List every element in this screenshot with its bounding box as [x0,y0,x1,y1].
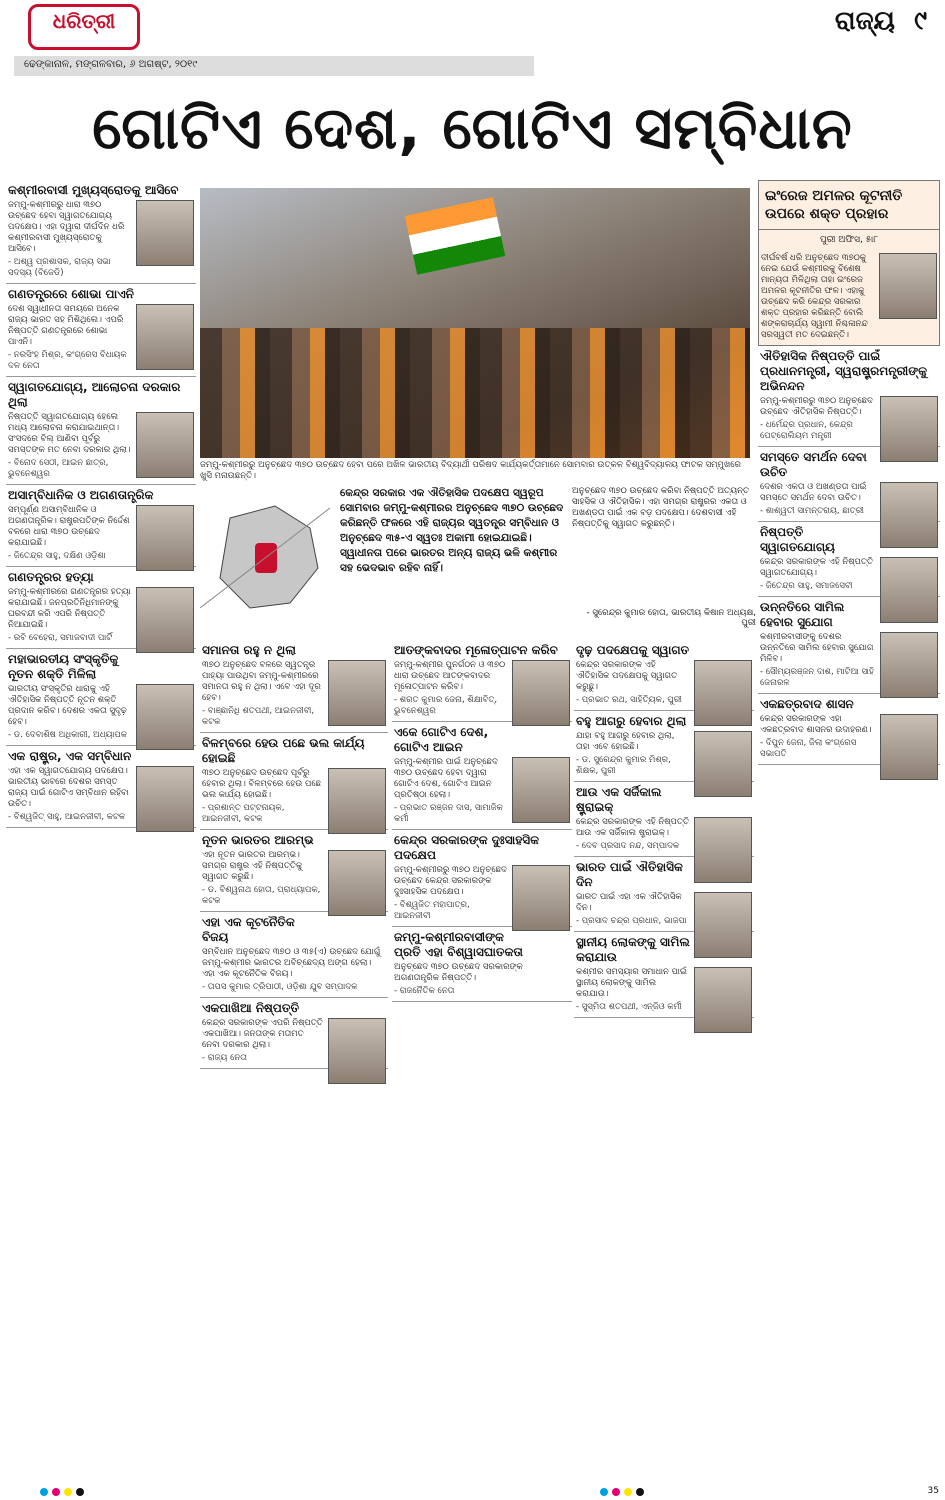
story-body: ନିଷ୍ପତ୍ତି ସ୍ୱାଗତଯୋଗ୍ୟ ହେଲେ ମଧ୍ୟ ଆଲୋଚନା କରାଯାଇଥାନ୍ତା। ସଂସଦରେ ବିଲ୍ ଆଣିବା ପୂର୍ବରୁ ସମସ୍ତଙ୍କ ମତ ନେବା ଦରକାର ଥିଲା। [8,412,131,455]
story-body: ଏହା ନୂତନ ଭାରତର ଆରମ୍ଭ। ସମଗ୍ର ରାଷ୍ଟ୍ର ଏହି ନିଷ୍ପତ୍ତିକୁ ସ୍ୱାଗତ କରୁଛି। [202,850,303,882]
story-body: ୩୭୦ ଅନୁଚ୍ଛେଦ ବଳରେ ସ୍ୱତନ୍ତ୍ର ପାହ୍ୟା ପାଉଥିବା ଜମ୍ମୁ-କଶ୍ମୀରରେ ସମାନତା ରହୁ ନ ଥିଲା। ଏବେ ଏହା ଦୂର ହେବ। [202,660,321,703]
story-title: ଏହା ଏକ କୂଟନୈତିକ ବିଜୟ [202,915,295,944]
main-headline: ଗୋଟିଏ ଦେଶ, ଗୋଟିଏ ସମ୍ବିଧାନ [92,94,853,162]
portrait-photo [136,304,194,370]
story-byline: - ଶାଶ୍ୱତୀ ସାମନ୍ତରାୟ, ଛାତ୍ରୀ [760,506,865,516]
masthead [0,0,945,84]
story [574,782,754,857]
story [6,746,196,828]
story-title: ଏକେ ଗୋଟିଏ ଦେଶ, ଗୋଟିଏ ଆଇନ [394,725,489,754]
story-body: କେନ୍ଦ୍ର ସରକାରଙ୍କ ଏହି ନିଷ୍ପତ୍ତି ଆଉ ଏକ ସର୍ଜିକାଲ ଷ୍ଟ୍ରାଇକ୍। [576,817,690,838]
story-body: କେନ୍ଦ୍ର ସରକାରଙ୍କ ଏପରି ନିଷ୍ପତ୍ତି ଏକପାଖିଆ। ଜନତାଙ୍କ ମତାମତ ନେବା ଦରକାର ଥିଲା। [202,1018,323,1050]
middle-column-1 [200,640,388,1480]
story-byline: - ନରସିଂହ ମିଶ୍ର, କଂଗ୍ରେସ ବିଧାୟକ ଦଳ ନେତା [8,350,127,371]
middle-column-2 [392,640,572,1480]
newspaper-logo: ଧରିତ୍ରୀ [28,4,140,50]
story [392,640,572,722]
portrait-photo [328,1018,386,1084]
lead-side-byline: - ସୁରେନ୍ଦ୍ର କୁମାର ହୋତା, ଭାରତୀୟ କିଷାନ ଅଧ୍ୟକ୍ଷ, ପୁରୀ [586,608,756,628]
portrait-photo [136,505,194,571]
story-title: ଗଣତନ୍ତ୍ରରେ ଶୋଭା ପାଏନି [8,287,134,301]
story-title: ଏକପାଖିଆ ନିଷ୍ପତ୍ତି [202,1001,299,1015]
story-body: ୩୭୦ ଅନୁଚ୍ଛେଦ ଉଚ୍ଛେଦ ପୂର୍ବରୁ ହେବାର ଥିଲା। ବିଳମ୍ବରେ ହେଉ ପଛେ ଭଲ କାର୍ଯ୍ୟ ହୋଇଛି। [202,768,322,800]
story-byline: - ବାଞ୍ଛାନିଧି ଶତପଥୀ, ଆଇନଜୀବୀ, କଟକ [202,706,315,727]
portrait-photo [136,766,194,832]
story-byline: - ଜିତେନ୍ଦ୍ର ସାହୁ, ଦକ୍ଷିଣ ଓଡ଼ିଶା [8,551,106,561]
page-footer [0,1484,945,1500]
story-title: ଜମ୍ମୁ-କଶ୍ମୀରବାସୀଙ୍କ ପ୍ରତି ଏହା ବିଶ୍ୱାସଘାତକତା [394,930,523,959]
story-title: କେନ୍ଦ୍ର ସରକାରଙ୍କ ଦୁଃସାହସିକ ପଦକ୍ଷେପ [394,833,539,862]
story-byline: - ବିଶ୍ୱଜିତ୍ ସାହୁ, ଆଇନଜୀବୀ, କଟକ [8,812,126,822]
story [758,522,940,597]
portrait-photo [328,850,386,916]
story-body: ଭାରତୀୟ ସଂସ୍କୃତିର ଧାରାକୁ ଏହି ଐତିହାସିକ ନିଷ୍ପତ୍ତି ନୂତନ ଶକ୍ତି ପ୍ରଦାନ କରିବ। ଦେଶର ଏକତା ସୁଦୃଢ଼ ହେବ। [8,684,127,727]
story [6,284,196,377]
portrait-photo [328,660,386,726]
story-body: ଜମ୍ମୁ-କଶ୍ମୀରରୁ ୩୭୦ ଅନୁଚ୍ଛେଦ ଉଚ୍ଛେଦ କେନ୍ଦ୍ର ସରକାରଙ୍କ ଦୁଃସାହସିକ ପଦକ୍ଷେପ। [394,865,507,897]
flag-graphic [405,197,506,274]
registration-mark [624,1488,632,1496]
story-byline: - ବିଶ୍ୱଜିତ ମହାପାତ୍ର, ଆଇନଜୀବୀ [394,900,470,921]
story [574,711,754,782]
story-body: କେନ୍ଦ୍ର ସରକାରଙ୍କ ଏହି ଐତିହାସିକ ପଦକ୍ଷେପକୁ ସ୍ୱାଗତ କରୁଛୁ। [576,660,678,692]
story-title: ସ୍ଥାନୀୟ ଲୋକଙ୍କୁ ସାମିଲ କରାଯାଉ [576,935,690,964]
story [574,640,754,711]
story [200,830,388,912]
story-title: ଦୃଢ଼ ପଦକ୍ଷେପକୁ ସ୍ୱାଗତ [576,643,690,657]
story [758,346,940,447]
story-body: କେନ୍ଦ୍ର ସରକାରଙ୍କ ଏହା ଏକଛତ୍ରବାଦ ଶାସନର ଉଦାହରଣ। [760,714,872,735]
registration-mark [600,1488,608,1496]
kashmir-map-icon [200,498,330,618]
story-body: କେନ୍ଦ୍ର ସରକାରଙ୍କ ଏହି ନିଷ୍ପତ୍ତି ସ୍ୱାଗତଯୋଗ୍ୟ। [760,557,874,578]
registration-mark [636,1488,644,1496]
story-byline: - ତାପସ କୁମାର ତ୍ରିପାଠୀ, ଓଡ଼ିଶା ଯୁବ ସମ୍ପାଦକ [202,982,358,992]
story-body: ଜମ୍ମୁ-କଶ୍ମୀରରେ ଗଣତନ୍ତ୍ରର ହତ୍ୟା କରାଯାଇଛି। ଜନପ୍ରତିନିଧିମାନଙ୍କୁ ଘରବନ୍ଦୀ କରି ଏପରି ନିଷ୍ପତ୍ତି ନିଆଯାଇଛି। [8,587,131,630]
story [200,640,388,733]
story [6,567,196,649]
portrait-photo [136,412,194,478]
story-body: ଦେଶ ସ୍ୱାଧୀନତା ସମୟରେ ଅନେକ ରାଜ୍ୟ ଭାରତ ସହ ମିଶିଥିଲେ। ଏପରି ନିଷ୍ପତ୍ତି ଗଣତନ୍ତ୍ରରେ ଶୋଭା ପାଏନି। [8,304,124,347]
story [758,447,940,522]
story-title: ଗଣତନ୍ତ୍ରର ହତ୍ୟା [8,570,94,584]
story-byline: - ରାଜନୈତିକ ନେତା [394,986,455,996]
crowd-graphic [200,328,750,458]
story-byline: - ବିନୋଦ ସେଠୀ, ଆଇନ ଛାତ୍ର, ଭୁବନେଶ୍ୱର [8,458,109,479]
story-body: ସମ୍ପୂର୍ଣ୍ଣ ଅସାମ୍ବିଧାନିକ ଓ ଅଗଣତାନ୍ତ୍ରିକ। ରାଷ୍ଟ୍ରପତିଙ୍କ ନିର୍ଦ୍ଦେଶ ବଳରେ ଧାରା ୩୭୦ ଉଚ୍ଛେଦ କରାଯାଇଛି। [8,505,130,548]
story-title: ବିଳମ୍ବରେ ହେଉ ପଛେ ଭଲ କାର୍ଯ୍ୟ ହୋଇଛି [202,736,365,765]
story-body: କଶ୍ମୀର ସମସ୍ୟାର ସମାଧାନ ପାଇଁ ସ୍ଥାନୀୟ ଲୋକଙ୍କୁ ସାମିଲ କରାଯାଉ। [576,967,687,999]
story-byline: - ଜିତେନ୍ଦ୍ର ସାହୁ, ସମାଜସେବୀ [760,581,853,591]
story-byline: - ରବି ବେହେରା, ସମାଜବାଦୀ ପାର୍ଟି [8,633,113,643]
story-title: ସ୍ୱାଗତଯୋଗ୍ୟ, ଆଲୋଚନା ଦରକାର ଥିଲା [8,380,181,409]
story-title: ଏକ ରାଷ୍ଟ୍ର, ଏକ ସମ୍ବିଧାନ [8,749,132,763]
story-title: ନୂତନ ଭାରତର ଆରମ୍ଭ [202,833,314,847]
story-title: ମହାଭାରତୀୟ ସଂସ୍କୃତିକୁ ନୂତନ ଶକ୍ତି ମିଳିଲା [8,652,119,681]
right-column [758,180,940,1480]
story-body: ଜମ୍ମୁ-କଶ୍ମୀର ପାଇଁ ଅନୁଚ୍ଛେଦ ୩୭୦ ଉଚ୍ଛେଦ ହେବା ଦ୍ୱାରା ଗୋଟିଏ ଦେଶ, ଗୋଟିଏ ଆଇନ ପ୍ରତିଷ୍ଠା ହେଲା। [394,757,498,800]
feature-box [758,180,940,346]
lead-text: କେନ୍ଦ୍ର ସରକାର ଏକ ଐତିହାସିକ ପଦକ୍ଷେପ ସ୍ୱରୂପ ସୋମବାର ଜମ୍ମୁ-କଶ୍ମୀରର ଅନୁଚ୍ଛେଦ ୩୭୦ ଉଚ୍ଛେଦ କରିଛନ୍ତି ଫଳରେ ଏହି ରାଜ୍ୟର ସ୍ୱତନ୍ତ୍ର ସମ୍ବିଧାନ ଓ ଅନୁଚ୍ଛେଦ ୩୫-ଏ ସ୍ୱତଃ ଅକାମୀ ହୋଇଯାଇଛି। ସ୍ୱାଧୀନତା ପରେ ଭାରତର ଅନ୍ୟ ରାଜ୍ୟ ଭଳି କଶ୍ମୀର ସହ ଭେଦଭାବ ରହିବ ନାହିଁ। [340,487,564,574]
story-byline: - ସୁସ୍ମିତା ଶତପଥୀ, ଏନ୍‌ଜିଓ କର୍ମୀ [576,1002,682,1012]
story-body: ଦେଶର ଏକତା ଓ ଅଖଣ୍ଡତା ପାଇଁ ସମସ୍ତେ ସମର୍ଥନ ଦେବା ଉଚିତ। [760,482,867,503]
story-title: ଆତଙ୍କବାଦର ମୂଳୋତ୍ପାଟନ କରିବ [394,643,558,657]
registration-mark [64,1488,72,1496]
story [6,649,196,746]
portrait-photo [512,865,570,931]
story [392,830,572,927]
page-number-top: ୯ [914,6,927,36]
story-body: ଏହା ଏକ ସ୍ୱାଗତଯୋଗ୍ୟ ପଦକ୍ଷେପ। ଭାରତୀୟ ଭାବରେ ଦେଶର ସମସ୍ତ ରାଜ୍ୟ ପାଇଁ ଗୋଟିଏ ସମ୍ବିଧାନ ରହିବା ଉଚିତ। [8,766,129,809]
story-byline: - ପ୍ରଭାତ ରଞ୍ଜନ ଦାସ, ସାମାଜିକ କର୍ମୀ [394,803,503,824]
lead-story [200,486,756,636]
story-body: ସମ୍ବିଧାନ ଅନୁଚ୍ଛେଦ ୩୭୦ ଓ ୩୫(ଏ) ଉଚ୍ଛେଦ ଯୋଗୁଁ ଜମ୍ମୁ-କଶ୍ମୀର ଭାରତର ଅବିଚ୍ଛେଦ୍ୟ ଅଙ୍ଗ ହେଲା। ଏହା ଏକ କୂଟନୈତିକ ବିଜୟ। [202,947,381,979]
story-byline: - ଦିପୁନ ଜେନା, ଜିଲା କଂଗ୍ରେସ ସଭାପତି [760,738,857,759]
portrait-photo [136,587,194,653]
story-title: ଐତିହାସିକ ନିଷ୍ପତ୍ତି ପାଇଁ ପ୍ରଧାନମନ୍ତ୍ରୀ, ସ୍ୱରାଷ୍ଟ୍ରମନ୍ତ୍ରୀଙ୍କୁ ଅଭିନନ୍ଦନ [760,349,928,393]
story-body: ଯାହା ବହୁ ଆଗରୁ ହେବାର ଥିଲା, ତାହା ଏବେ ହୋଇଛି। [576,731,675,752]
story [6,180,196,284]
story [758,694,940,765]
registration-mark [612,1488,620,1496]
portrait-photo [694,967,752,1033]
feature-title: ଇଂରେଜ ଅମଳର କୂଟନୀତି ଉପରେ ଶକ୍ତ ପ୍ରହାର [759,181,939,230]
story-title: ଏକଛତ୍ରବାଦ ଶାସନ [760,697,854,711]
story [392,927,572,1002]
story-byline: - ଡ. ଦେବାଶିଷ ଅଧିକାରୀ, ଅଧ୍ୟାପକ [8,730,128,740]
story [6,485,196,567]
story-byline: - ଧର୍ମେନ୍ଦ୍ର ପ୍ରଧାନ, କେନ୍ଦ୍ର ପେଟ୍ରୋଲିୟମ ମନ୍ତ୍ରୀ [760,420,853,441]
story [392,722,572,830]
middle-column-3 [574,640,754,1480]
story-title: ଭାରତ ପାଇଁ ଐତିହାସିକ ଦିନ [576,860,683,889]
story [200,998,388,1069]
story-byline: - ଅଶ୍ୱ ପ୍ରଶାସକ, ରାଜ୍ୟ ସଭା ସଦସ୍ୟ (ବିଜେଡି) [8,257,111,278]
section-name: ରାଜ୍ୟ [834,6,895,36]
story-body: ଜମ୍ମୁ-କଶ୍ମୀର ପୁନର୍ଗଠନ ଓ ୩୭୦ ଧାରା ଉଚ୍ଛେଦ ଆତଙ୍କବାଦର ମୂଳୋତ୍ପାଟନ କରିବ। [394,660,506,692]
feature-story [759,250,939,345]
portrait-photo [880,714,938,780]
story-body: ଜମ୍ମୁ-କଶ୍ମୀରରୁ ଧାରା ୩୭୦ ଉଚ୍ଛେଦ ହେବା ସ୍ୱାଗତଯୋଗ୍ୟ ପଦକ୍ଷେପ। ଏହା ଦ୍ୱାରା ଦୀର୍ଘଦିନ ଧରି କଶ୍ମୀରବାସୀ ମୁଖ୍ୟସ୍ରୋତକୁ ଆସିବେ। [8,200,125,254]
registration-mark [52,1488,60,1496]
story-byline: - ଦେବ ପ୍ରସାଦ ନନ୍ଦ, ସମ୍ପାଦକ [576,841,680,851]
feature-byline: ପୁରୀ ଅଫିସ, ୫ା୮ [819,235,879,245]
story-title: ସମସ୍ତେ ସମର୍ଥନ ଦେବା ଉଚିତ [760,450,867,479]
story [574,857,754,932]
portrait-photo [512,660,570,726]
story-body: କଶ୍ମୀରବାସୀଙ୍କୁ ଦେଶର ଉନ୍ନତିରେ ସାମିଲ ହେବାର ସୁଯୋଗ ମିଳିବ। [760,632,874,664]
story-title: ନିଷ୍ପତ୍ତି ସ୍ୱାଗତଯୋଗ୍ୟ [760,525,835,554]
story-title: ଅସାମ୍ବିଧାନିକ ଓ ଅଗଣତାନ୍ତ୍ରିକ [8,488,154,502]
portrait-photo [136,684,194,750]
story [758,597,940,694]
registration-mark [40,1488,48,1496]
page-number: 35 [927,1486,939,1496]
registration-mark [76,1488,84,1496]
story-title: କଶ୍ମୀରବାସୀ ମୁଖ୍ୟସ୍ରୋତକୁ ଆସିବେ [8,183,179,197]
portrait-photo [879,253,937,319]
story-byline: - ଶରତ କୁମାର ଜେନା, ଶିକ୍ଷାବିତ୍, ଭୁବନେଶ୍ୱର [394,695,498,716]
story-body: ଅନୁଚ୍ଛେଦ ୩୭୦ ଉଚ୍ଛେଦ ସରକାରଙ୍କ ଅଗଣତାନ୍ତ୍ରିକ ନିଷ୍ପତ୍ତି। [394,962,523,983]
story-byline: - ଡ. ବିଶ୍ୱନାଥ ହୋତା, ପ୍ରାଧ୍ୟାପକ, କଟକ [202,885,321,906]
dateline: ଢେଙ୍କାନାଳ, ମଙ୍ଗଳବାର, ୬ ଅଗଷ୍ଟ, ୨୦୧୯ [14,56,534,76]
left-column [6,180,196,1480]
portrait-photo [328,768,386,834]
portrait-photo [512,757,570,823]
lead-photo [200,188,750,458]
story-title: ବହୁ ଆଗରୁ ହେବାର ଥିଲା [576,714,687,728]
story [200,733,388,830]
story-byline: - ସୌମ୍ୟରଞ୍ଜନ ଦାଶ, ମାଟିଆ ସାହି ଜେନାରଳ [760,667,874,688]
section-label [825,6,927,37]
story-title: ଆଉ ଏକ ସର୍ଜିକାଲ ଷ୍ଟ୍ରାଇକ୍ [576,785,662,814]
lead-side-text: ଅନୁଚ୍ଛେଦ ୩୭୦ ଉଚ୍ଛେଦ କରିବା ନିଷ୍ପତ୍ତି ଅତ୍ୟନ୍ତ ସାହସିକ ଓ ଐତିହାସିକ। ଏହା ସମଗ୍ର ରାଷ୍ଟ୍ରର ଏକତା ଓ ଅଖଣ୍ଡତା ପାଇଁ ଏକ ବଡ଼ ପଦକ୍ଷେପ। ଦେଶବାସୀ ଏହି ନିଷ୍ପତ୍ତିକୁ ସ୍ୱାଗତ କରୁଛନ୍ତି। [572,486,750,529]
feature-body: ଦୀର୍ଘବର୍ଷ ଧରି ଅନୁଚ୍ଛେଦ ୩୭୦କୁ ନେଇ ଯେଉଁ କଶ୍ମୀରକୁ ବିଶେଷ ମାନ୍ୟତା ମିଳିଥିଲା ତାହା ଇଂରେଜ ଅମଳର କୂଟନୀତିର ଫଳ। ଏହାକୁ ଉଚ୍ଛେଦ କରି କେନ୍ଦ୍ର ସରକାର ଶକ୍ତ ପ୍ରହାର କରିଛନ୍ତି ବୋଲି ଶଙ୍କରାଚାର୍ଯ୍ୟ ସ୍ୱାମୀ ନିଶ୍ଚଳାନନ୍ଦ ସରସ୍ୱତୀ ମତ ଦେଇଛନ୍ତି। [761,253,868,340]
story-title: ସମାନତା ରହୁ ନ ଥିଲା [202,643,296,657]
story-body: ଜମ୍ମୁ-କଶ୍ମୀରରୁ ୩୭୦ ଅନୁଚ୍ଛେଦ ଉଚ୍ଛେଦ ଐତିହାସିକ ନିଷ୍ପତ୍ତି। [760,396,873,417]
story-byline: - ପ୍ରସାଦ ଚନ୍ଦ୍ର ପ୍ରଧାନ, ଭାଜପା [576,916,687,926]
photo-caption: ଜମ୍ମୁ-କଶ୍ମୀରରୁ ଅନୁଚ୍ଛେଦ ୩୭୦ ଉଚ୍ଛେଦ ହେବା ପରେ ଅଖିଳ ଭାରତୀୟ ବିଦ୍ୟାର୍ଥୀ ପରିଷଦ କାର୍ଯ୍ୟକର୍ତ୍ତାମାନେ ସୋମବାର ଉତ୍କଳ ବିଶ୍ୱବିଦ୍ୟାଳୟ ଫାଟକ ସମ୍ମୁଖରେ ଖୁସି ମନାଉଛନ୍ତି। [200,460,741,481]
story-byline: - ପ୍ରଭାତ ରଥ, ସାହିତ୍ୟିକ, ପୁରୀ [576,695,683,705]
story [574,932,754,1018]
story-body: ଭାରତ ପାଇଁ ଏହା ଏକ ଐତିହାସିକ ଦିନ। [576,892,682,913]
portrait-photo [880,632,938,698]
story-byline: - ପ୍ରଶାନ୍ତ ପଟ୍ଟନାୟକ, ଆଇନଜୀବୀ, କଟକ [202,803,285,824]
story-byline: - ରାଜ୍ୟ ନେତା [202,1053,247,1063]
story [200,912,388,998]
portrait-photo [136,200,194,266]
story-byline: - ଡ. ସୁରେନ୍ଦ୍ର କୁମାର ମିଶ୍ର, ଶିକ୍ଷକ, ପୁରୀ [576,755,671,776]
story [6,377,196,485]
story-title: ଉନ୍ନତିରେ ସାମିଲ ହେବାର ସୁଯୋଗ [760,600,845,629]
